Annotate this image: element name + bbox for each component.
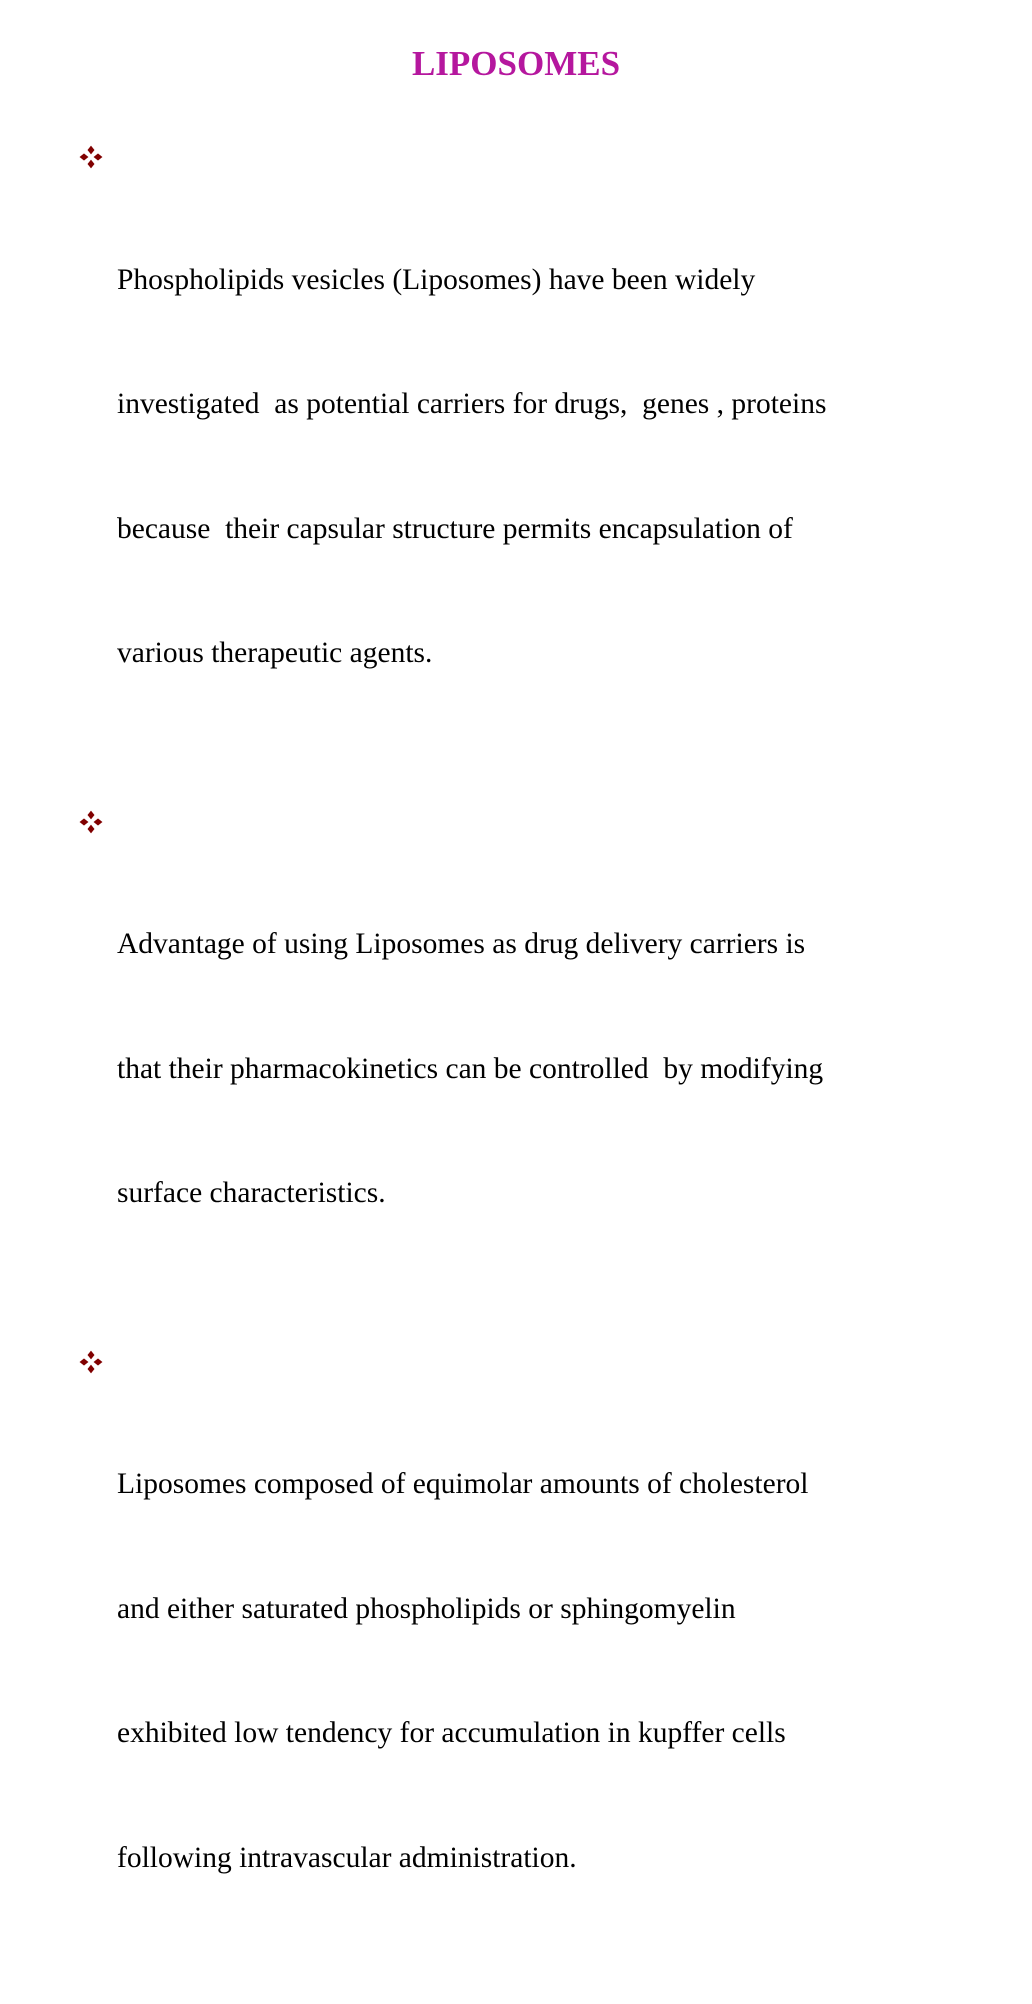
four-diamond-bullet-icon	[78, 1349, 104, 1375]
four-diamond-bullet-icon	[78, 144, 104, 170]
bullet-line: following intravascular administration.	[117, 1841, 577, 1874]
four-diamond-bullet-icon	[78, 809, 104, 835]
bullet-line: Advantage of using Liposomes as drug delivery carriers is	[117, 928, 806, 960]
bullet-line: that their pharmacokinetics can be controlled by modifying	[117, 1052, 824, 1085]
bullet-line: surface characteristics.	[117, 1177, 386, 1209]
bullet-item	[78, 1340, 958, 1963]
bullet-line: and either saturated phospholipids or sphingomyelin	[117, 1592, 736, 1625]
bullet-line: Phospholipids vesicles (Liposomes) have been widely	[117, 263, 756, 296]
bullet-line: Liposomes composed of equimolar amounts of cholesterol	[117, 1468, 809, 1500]
bullet-list	[78, 135, 958, 2004]
bullet-line: investigated as potential carriers for drugs, genes , proteins	[117, 388, 827, 420]
bullet-item	[78, 800, 958, 1298]
bullet-line: because their capsular structure permits encapsulation of	[117, 512, 793, 545]
slide-title: LIPOSOMES	[411, 44, 621, 83]
bullet-item	[78, 135, 958, 758]
bullet-line: various therapeutic agents.	[117, 637, 433, 669]
bullet-line: exhibited low tendency for accumulation in kupffer cells	[117, 1717, 786, 1749]
